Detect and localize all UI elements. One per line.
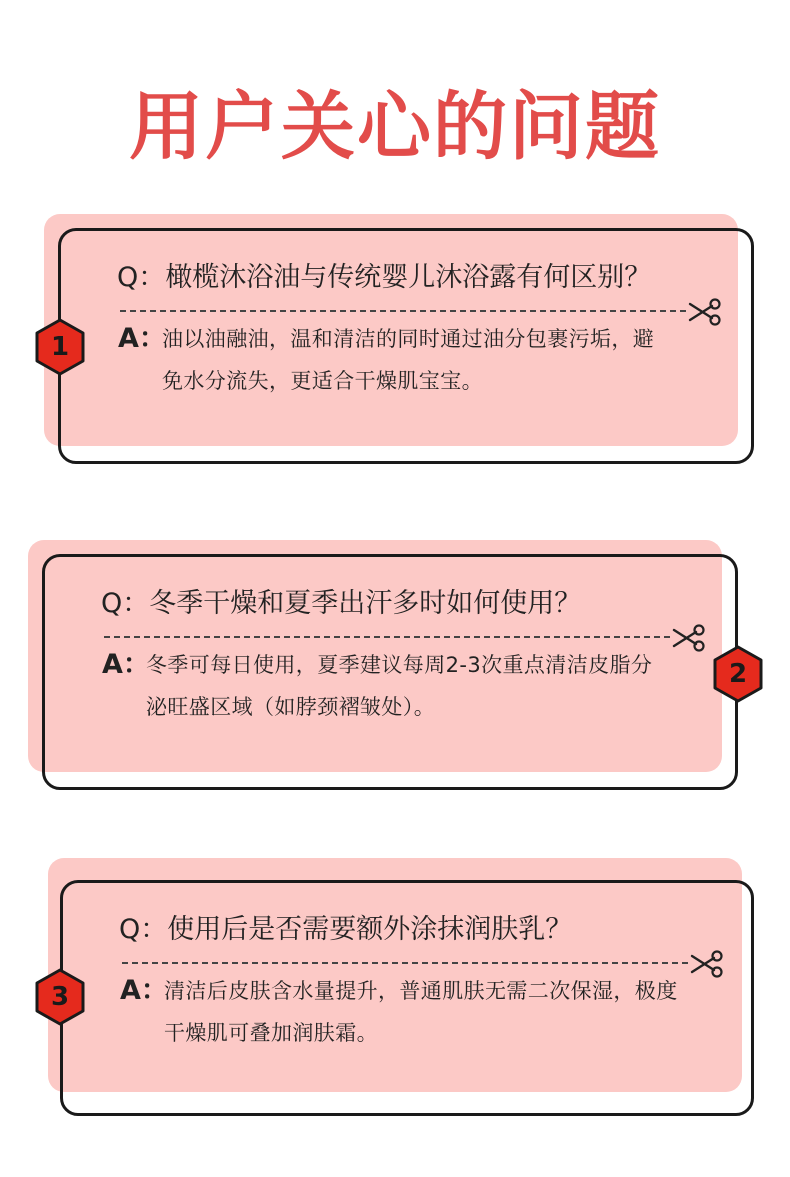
scissors-icon	[690, 950, 724, 978]
faq-3-answer-line-2: 干燥肌可叠加润肤霜。	[164, 1021, 378, 1045]
faq-2-answer-line-2: 泌旺盛区域（如脖颈褶皱处）。	[146, 695, 436, 719]
faq-1-dashed-divider	[120, 310, 686, 312]
faq-3-dashed-divider	[122, 962, 688, 964]
faq-2-question: Q：冬季干燥和夏季出汗多时如何使用？	[101, 588, 582, 619]
faq-1-answer-line-1: 油以油融油，温和清洁的同时通过油分包裹污垢，避	[162, 327, 655, 351]
faq-3-question: Q：使用后是否需要额外涂抹润肤乳？	[119, 914, 573, 945]
number-badge-1	[34, 318, 86, 376]
faq-1-question: Q：橄榄沐浴油与传统婴儿沐浴露有何区别？	[117, 262, 652, 293]
scissors-icon	[688, 298, 722, 326]
page-title: 用户关心的问题	[129, 84, 661, 170]
faq-2-answer-line-1: 冬季可每日使用，夏季建议每周2-3次重点清洁皮脂分	[146, 653, 653, 677]
badge-number: 3	[50, 982, 70, 1012]
faq-2-answer-label: A：	[102, 649, 150, 680]
faq-1-answer-label: A：	[118, 323, 166, 354]
scissors-icon	[672, 624, 706, 652]
faq-3-answer-line-1: 清洁后皮肤含水量提升，普通肌肤无需二次保湿，极度	[164, 979, 678, 1003]
badge-number: 1	[50, 332, 70, 362]
badge-number: 2	[728, 659, 748, 689]
faq-3-answer-label: A：	[120, 975, 168, 1006]
faq-2-dashed-divider	[104, 636, 670, 638]
number-badge-3	[34, 968, 86, 1026]
number-badge-2	[712, 645, 764, 703]
faq-1-answer-line-2: 免水分流失，更适合干燥肌宝宝。	[162, 369, 483, 393]
